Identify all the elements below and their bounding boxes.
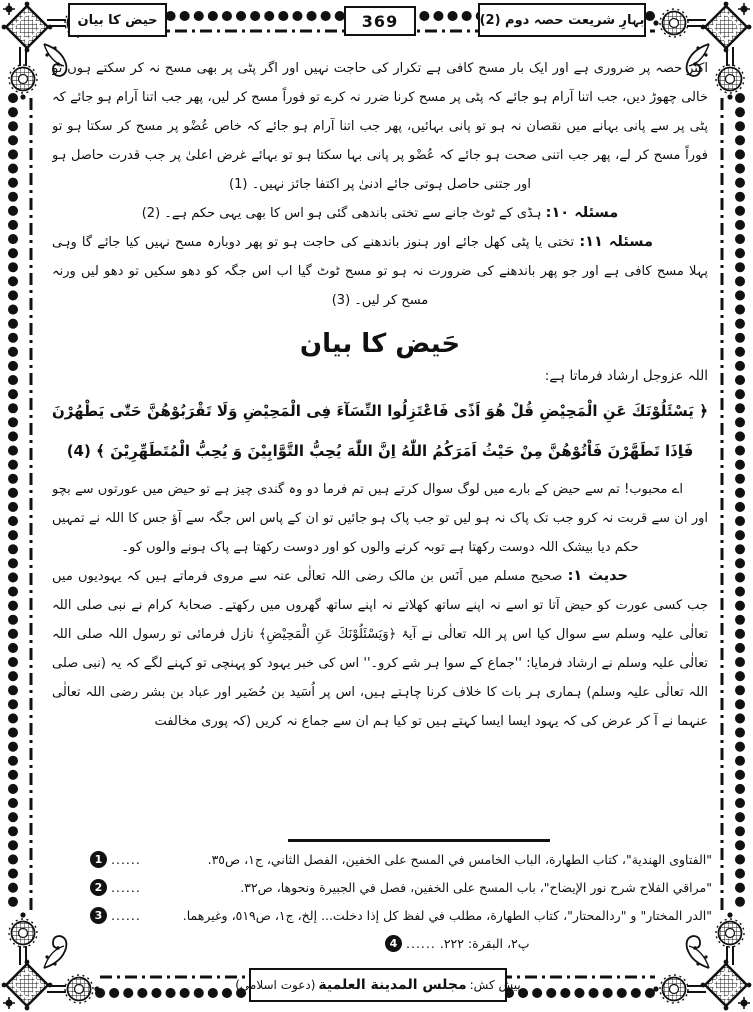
footnote-4 [385,933,712,954]
footnote-1-text: "الفتاوى الهندية"، كتاب الطهارة، الباب الخامس في المسح على الخفين، الفصل الثاني، ج١، ص٣٥. [207,852,712,867]
footnote-4-number: 4 [385,935,402,952]
book-title-text: بہارِ شریعت حصہ دوم (2) [479,12,645,28]
intro-line: اللہ عزوجل ارشاد فرماتا ہے: [544,368,708,384]
footnote-1 [90,849,712,870]
header-chapter-title [68,3,167,37]
header-book-title [478,3,646,37]
footnote-leader-dots: ...... [406,936,436,951]
paragraph-continuation-text: اکثر حصہ پر ضروری ہے اور ایک بار مسح کافی ہے تکرار کی حاجت نہیں اور اگر پٹی پر بھی مسح نہ کر سکتے ہوں تو خالی چھوڑ دیں، جب اتنا آرام ہو جائے کہ پٹی پر مسح کرنا ضرر نہ کرے تو فوراً مسح کر لیں، پھر جب اتنا آرام ہو جائے کہ پٹی پر سے پانی بہانے میں نقصان نہ ہو تو پانی بہائیں، پھر جب اتنا آرام ہو جائے کہ خاص عُضْو پر مسح کر سکتا ہو تو فوراً مسح کر لے، پھر جب اتنی صحت ہو جائے کہ عُضْو پر پانی بہا سکتا ہو تو بہائے غرض اعلیٰ پر جب قدرت حاصل ہو اور جتنی حاصل ہوتی جائے ادنیٰ پر اکتفا جائز نہیں۔ (1) [52,61,708,192]
quran-verse: ﴿ یَسْئَلُوْنَكَ عَنِ الْمَحِیْضِ قُلْ هُوَ اَذًی فَاعْتَزِلُوا النِّسَآءَ فِی الْمَحِیْضِ وَلَا تَقْرَبُوْهُنَّ حَتّٰی یَطْهُرْنَ فَاِذَا تَطَهَّرْنَ فَاْتُوْهُنَّ مِنْ حَیْثُ اَمَرَكُمُ اللّٰهُ اِنَّ اللّٰهَ یُحِبُّ التَّوَّابِیْنَ وَ یُحِبُّ الْمُتَطَهِّرِیْنَ ﴾ (4) [52,402,708,460]
masla-10-label: مسئلہ ۱۰: [545,205,619,221]
footnote-2 [90,877,712,898]
footnote-3-number: 3 [90,907,107,924]
masla-11-text: تختی یا پٹی کھل جائے اور ہنوز باندھنے کی حاجت ہو تو پھر دوبارہ مسح نہیں کیا جائے گا وہی پہلا مسح کافی ہے اور جو پھر باندھنے کی ضرورت نہ ہو تو مسح ٹوٹ گیا اب اس جگہ کو دھو سکیں تو دھو لیں ورنہ مسح کر لیں۔ (3) [52,235,708,308]
section-heading: حَیض کا بیان [299,329,461,359]
footnote-2-text: "مراقي الفلاح شرح نور الإيضاح"، باب المسح على الخفين، فصل في الجبيرة ونحوها، ص٣٢. [240,880,712,895]
footnotes [90,849,712,961]
footnote-3 [90,905,712,926]
footnote-leader-dots: ...... [111,908,141,923]
footnote-2-number: 2 [90,879,107,896]
hadith-1-label: حدیث ۱: [567,568,628,584]
footnote-separator [288,839,550,842]
masla-10-paragraph [52,199,708,228]
masla-11-label: مسئلہ ۱۱: [579,234,654,250]
hadith-1-text: صحیح مسلم میں اَنَس بن مالک رضی اللہ تعالٰی عنہ سے مروی فرماتے ہیں کہ یہودیوں میں جب کسی عورت کو حیض آتا تو اسے نہ اپنے ساتھ کھلاتے نہ اپنے ساتھ گھروں میں رکھتے۔ صحابۂ کرام نے نبی صلی اللہ تعالٰی علیہ وسلم سے سوال کیا اس پر اللہ تعالٰی نے آیۂ ﴿وَیَسْئَلُوْنَكَ عَنِ الْمَحِیْضِ﴾ نازل فرمائی تو رسول اللہ صلی اللہ تعالٰی علیہ وسلم نے ارشاد فرمایا: ''جماع کے سوا ہر شے کرو۔'' اس کی خبر یہود کو پہنچی تو کہنے لگے کہ یہ (نبی صلی اللہ تعالٰی علیہ وسلم) ہماری ہر بات کا خلاف کرنا چاہتے ہیں، اس پر اُسَید بن حُضَیر اور عباد بن بشر رضی اللہ تعالٰی عنہما نے آ کر عرض کی کہ یہود ایسا ایسا کہتے ہیں تو کیا ہم ان سے جماع نہ کریں (کہ پوری مخالفت [52,569,708,729]
verse-translation [52,475,708,562]
footnote-3-text: "الدر المختار" و "ردالمحتار"، كتاب الطهارة، مطلب في لفظ كل إذا دخلت... إلخ، ج١، ص٥١٩، وغيرهما. [182,908,712,923]
page-number-text: 369 [361,11,399,31]
footer-publisher-box [235,968,521,1002]
chapter-title-text: حیض کا بیان [77,12,158,28]
masla-10-text: ہڈی کے ٹوٹ جانے سے تختی باندھی گئی ہو اس کا بھی یہی حکم ہے۔ (2) [141,206,542,221]
verse-translation-text: اے محبوب! تم سے حیض کے بارے میں لوگ سوال کرتے ہیں تم فرما دو وہ گندی چیز ہے تو حیض میں عورتوں سے بچو اور ان سے قربت نہ کرو جب تک پاک نہ ہو لیں تو جب پاک ہو جائیں تو ان کے پاس اس جگہ سے آؤ جس کا اللہ نے تمہیں حکم دیا بیشک اللہ دوست رکھتا ہے توبہ کرنے والوں کو اور دوست رکھتا ہے پاک ہونے والوں کو۔ [52,482,708,555]
footer-suffix: (دعوت اسلامی) [235,978,316,992]
header-page-number [344,6,416,36]
footer-publisher-name: مجلس المدینة العلمية [318,977,467,993]
footnote-leader-dots: ...... [111,852,141,867]
hadith-1-paragraph [52,562,708,736]
page-content [52,54,708,834]
masla-11-paragraph [52,228,708,315]
footer-prefix: پیش کش: [469,978,521,992]
footnote-leader-dots: ...... [111,880,141,895]
footnote-4-text: پ٢، البقرة: ٢٢٢. [439,936,530,951]
footnote-1-number: 1 [90,851,107,868]
paragraph-continuation [52,54,708,199]
